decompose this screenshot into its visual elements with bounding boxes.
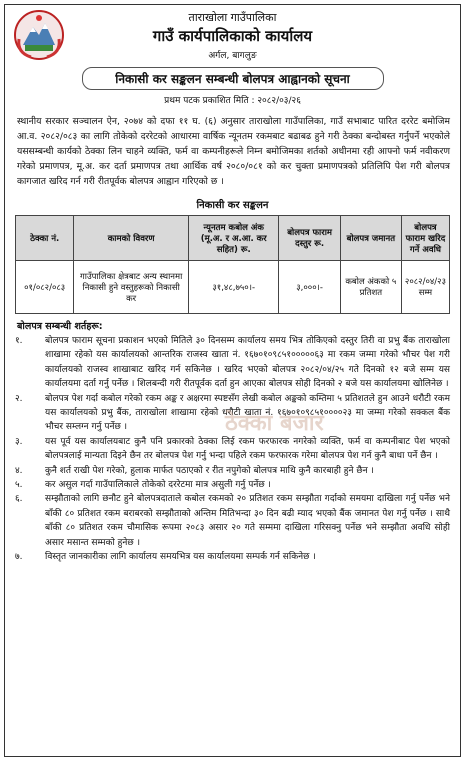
notice-page (4, 4, 461, 757)
intro-paragraph: स्थानीय सरकार सञ्चालन ऐन, २०७४ को दफा ११ घ. (६) अनुसार ताराखोला गाउँपालिका, गाउँ सभाबाट पारित दररेट बमोजिम आ.व. २०८२/०८३ का लागि तोकेको दररेटको आधारमा वार्षिक न्यूनतम रकमबाट बढाबढ हुने गरी ठेक्का बन्दोबस्त गर्नुपर्ने भएकोले यससम्बन्धी कार्यको ठेक्का लिन चाहने व्यक्ति, फर्म वा कम्पनीहरूले निम्न बमोजिमका शर्तको अधीनमा रही आफ्नो फर्म नवीकरण गरेको प्रमाणपत्र, मू.अ. कर दर्ता प्रमाणपत्र तथा आर्थिक वर्ष २०८०/०८१ को कर चुक्ता प्रमाणपत्रको प्रतिलिपि पेश गरी बोलपत्र कागजात खरिद गर्न गरी रीतपूर्वक बोलपत्र आह्वान गरिएको छ । (17, 116, 450, 187)
terms-heading: बोलपत्र सम्बन्धी शर्तहरू: (17, 321, 103, 332)
term-text: बोलपत्र पेश गर्दा कबोल गरेको रकम अङ्क र अक्षरमा स्पष्टसँग लेखी कबोल अङ्कको कम्तिमा ५ प्रतिशतले हुन आउने धरौटी रकम यस कार्यालयको प्रभु बैंक, ताराखोला शाखामा रहेको धरौटी खाता नं. १६७०१०९८५१००००२३ मा जम्मा गरेको सक्कल बैंक भौचर सम्लग्न गर्नु पर्नेछ । (45, 393, 450, 433)
column-header: बोलपत्र फाराम खरिद गर्ने अवधि (401, 216, 449, 261)
cell-form-fee: ३,०००।- (279, 261, 340, 314)
term-number: २. (15, 393, 23, 404)
notice-title: निकासी कर सङ्कलन सम्बन्धी बोलपत्र आह्वानको सूचना (82, 67, 384, 90)
published-date: प्रथम पटक प्रकाशित मिति : २०८२/०३/२६ (164, 96, 301, 106)
terms-list (5, 332, 460, 565)
cell-work-description: गाउँपालिका क्षेत्रबाट अन्य स्थानमा निकासी हुने वस्तुहरूको निकासी कर (74, 261, 189, 314)
term-number: ४. (15, 465, 23, 476)
term-number: ५. (15, 480, 23, 491)
cell-contract-no: ०१/०८२/०८३ (16, 261, 74, 314)
table-header-row (16, 216, 450, 261)
term-text: यस पूर्व यस कार्यालयबाट कुनै पनि प्रकारको ठेक्का लिई रकम फरफारक नगरेको व्यक्ति, फर्म वा कम्पनीबाट पेश भएको बोलपत्रलाई मान्यता दिइने छैन तर बोलपत्र पेश गर्नु भन्दा पहिले रकम फरफारक गरेमा बोलपत्र पेश गर्न कुनै बाधा पर्ने छैन । (45, 436, 450, 462)
table-title: निकासी कर सङ्कलन (196, 200, 269, 211)
term-item (15, 550, 450, 564)
term-number: १. (15, 336, 23, 346)
term-number: ३. (15, 436, 23, 447)
term-text: बोलपत्र फाराम सूचना प्रकाशन भएको मितिले ३० दिनसम्म कार्यालय समय भित्र तोकिएको दस्तुर तिरी वा प्रभु बैंक ताराखोला शाखामा रहेको यस कार्यालयको आन्तरिक राजस्व खाता नं. १६७०१०९८५१०००००६३ मा रकम जम्मा गरेको भौचर पेश गरी कार्यालयको राजस्व शाखाबाट खरिद गर्न सकिनेछ । खरिद भएको बोलपत्र २०८२/०४/२५ गते दिनको १२ बजे सम्म यस कार्यालयमा दर्ता गर्नु पर्नेछ । शिलबन्दी गरी रीतपूर्वक दर्ता हुन आएका बोलपत्र सोही दिनको २ बजे यस कार्यालयमा खोलिनेछ । (45, 336, 450, 390)
nepal-emblem-icon (13, 9, 65, 61)
column-header: बोलपत्र फाराम दस्तुर रू. (279, 216, 340, 261)
column-header: न्यूनतम कबोल अंक (मू.अ. र अ.आ. कर सहित) रू. (188, 216, 279, 261)
term-text: विस्तृत जानकारीका लागि कार्यालय समयभित्र यस कार्यालयमा सम्पर्क गर्न सकिनेछ । (45, 552, 316, 563)
watermark: ठेक्का बजार (225, 411, 324, 436)
term-item (15, 478, 450, 492)
cell-min-bid: ३१,४८,७५०।- (188, 261, 279, 314)
office-name: गाउँ कार्यपालिकाको कार्यालय (152, 27, 313, 45)
term-number: ७. (15, 552, 23, 563)
term-item (15, 334, 450, 392)
letterhead (5, 5, 460, 67)
municipality-name: ताराखोला गाउँपालिका (188, 11, 277, 24)
cell-purchase-period: २०८२/०४/२३ सम्म (401, 261, 449, 314)
term-item (15, 435, 450, 464)
term-number: ६. (15, 494, 23, 505)
office-location: अर्गल, बागलुङ (208, 51, 257, 61)
term-text: सम्झौताको लागि छनौट हुने बोलपत्रदाताले कबोल रकमको २० प्रतिशत रकम सम्झौता गर्दाको समयमा दाखिला गर्नु पर्नेछ भने बाँकी ८० प्रतिशत रकम बराबरको सम्झौताको अन्तिम मितिभन्दा ३० दिन बढी म्याद भएको बैंक जमानत पेश गर्नु पर्नेछ । साथै बाँकी ८० प्रतिशत रकम चौमासिक रूपमा २०८३ असार २० गते सम्ममा दाखिला गरिसक्नु पर्नेछ भने सम्झौता अवधि सोही असार मसान्त सम्मको हुनेछ । (45, 494, 450, 548)
column-header: ठेक्का नं. (16, 216, 74, 261)
cell-bid-security: कबोल अंकको ५ प्रतिशत (340, 261, 401, 314)
term-text: कुनै शर्त राखी पेश गरेको, हुलाक मार्फत पठाएको र रीत नपुगेको बोलपत्र माथि कुनै कारबाही हुने छैन । (45, 465, 374, 476)
column-header: बोलपत्र जमानत (340, 216, 401, 261)
term-item (15, 464, 450, 478)
contract-table (15, 215, 450, 314)
term-item (15, 492, 450, 550)
term-text: कर असुल गर्दा गाउँपालिकाले तोकेको दररेटमा मात्र असुली गर्नु पर्नेछ । (45, 480, 271, 491)
column-header: कामको विवरण (74, 216, 189, 261)
table-row (16, 261, 450, 314)
